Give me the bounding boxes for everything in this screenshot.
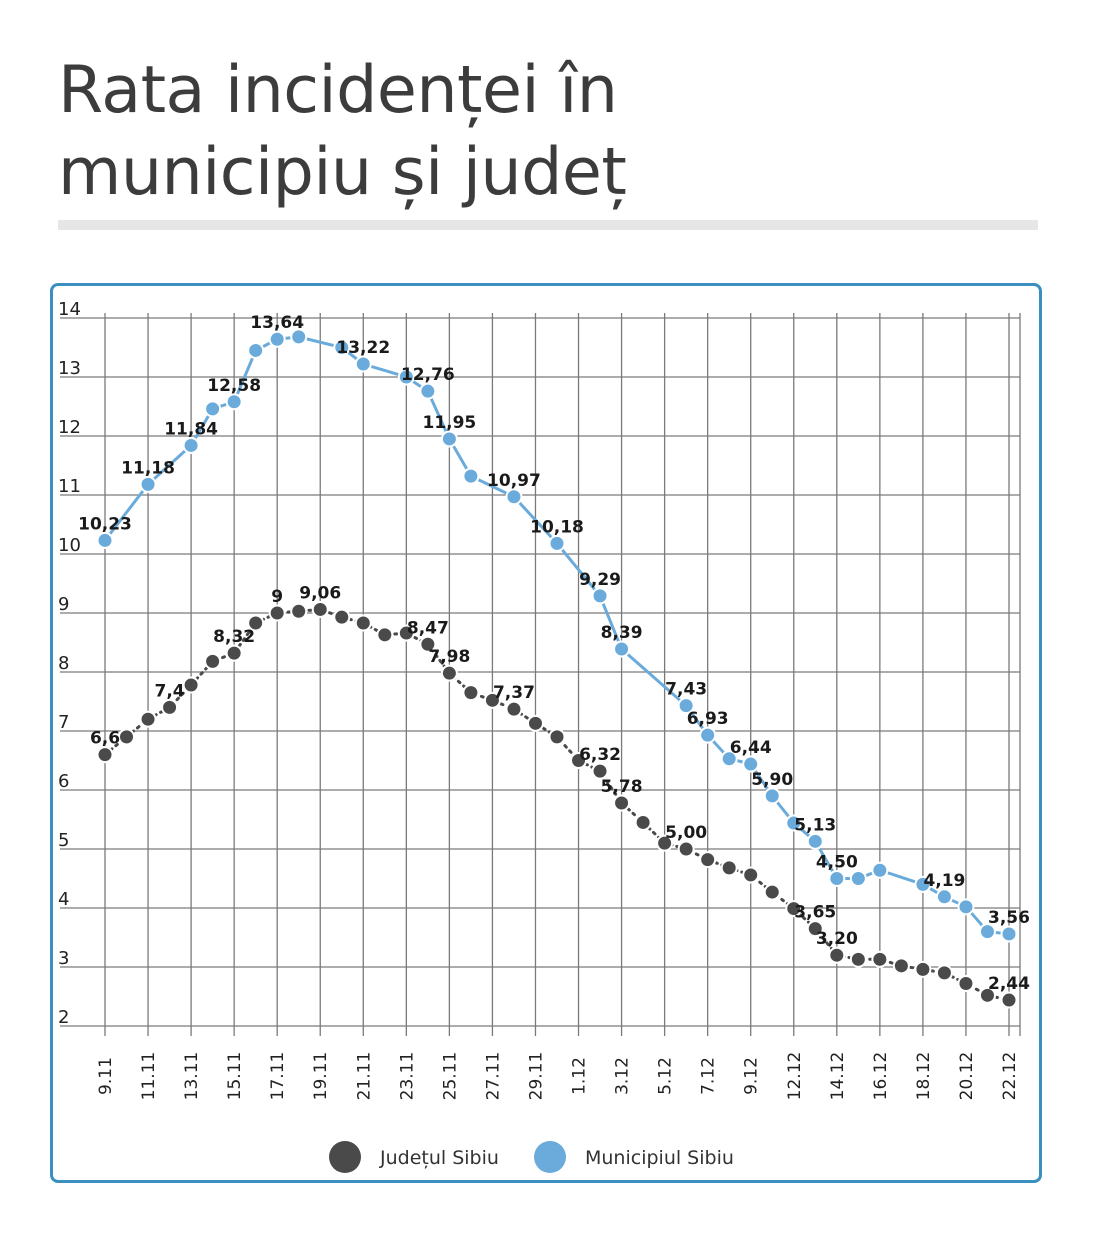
legend-marker-0 bbox=[329, 1141, 361, 1173]
data-point-0 bbox=[98, 747, 113, 762]
data-point-1 bbox=[270, 332, 285, 347]
x-tick-label: 17.11 bbox=[268, 1051, 289, 1101]
data-point-0 bbox=[829, 948, 844, 963]
data-label-1: 4,50 bbox=[815, 852, 858, 873]
data-point-0 bbox=[550, 729, 565, 744]
y-tick-label: 7 bbox=[58, 712, 70, 733]
legend-marker-1 bbox=[534, 1141, 566, 1173]
data-label-1: 12,58 bbox=[207, 375, 262, 396]
x-tick-label: 22.12 bbox=[1000, 1051, 1020, 1101]
x-tick-label: 21.11 bbox=[354, 1051, 375, 1101]
data-point-0 bbox=[184, 677, 199, 692]
data-point-1 bbox=[872, 863, 887, 878]
data-label-0: 3,20 bbox=[815, 929, 858, 950]
data-point-1 bbox=[98, 533, 113, 548]
data-point-0 bbox=[270, 606, 285, 621]
y-tick-label: 2 bbox=[58, 1007, 70, 1028]
x-tick-label: 13.11 bbox=[182, 1051, 203, 1101]
data-label-0: 9,06 bbox=[299, 583, 342, 604]
data-point-0 bbox=[1002, 993, 1017, 1008]
data-label-1: 10,97 bbox=[487, 470, 541, 491]
data-point-1 bbox=[593, 588, 608, 603]
y-tick-label: 10 bbox=[58, 535, 81, 556]
data-label-1: 3,56 bbox=[988, 907, 1030, 928]
data-label-1: 6,93 bbox=[686, 709, 729, 730]
data-point-1 bbox=[141, 477, 156, 492]
y-tick-label: 9 bbox=[58, 594, 70, 615]
data-point-0 bbox=[227, 646, 242, 661]
data-point-0 bbox=[119, 729, 134, 744]
data-point-0 bbox=[614, 795, 629, 810]
data-point-1 bbox=[205, 401, 220, 416]
series-line-0 bbox=[105, 610, 1009, 1001]
data-point-0 bbox=[313, 602, 328, 617]
y-tick-label: 3 bbox=[58, 948, 70, 969]
data-point-0 bbox=[205, 654, 220, 669]
data-label-1: 10,18 bbox=[530, 517, 584, 538]
data-label-1: 4,19 bbox=[923, 870, 966, 891]
data-point-1 bbox=[227, 394, 242, 409]
y-tick-label: 8 bbox=[58, 653, 70, 674]
chart-legend bbox=[329, 1141, 734, 1173]
data-label-1: 11,95 bbox=[422, 412, 477, 433]
x-tick-label: 27.11 bbox=[483, 1051, 504, 1101]
y-tick-label: 11 bbox=[58, 476, 81, 497]
data-point-1 bbox=[937, 889, 952, 904]
data-point-0 bbox=[872, 952, 887, 967]
data-label-0: 6,6 bbox=[89, 728, 121, 749]
x-tick-label: 1.12 bbox=[569, 1057, 590, 1095]
x-tick-label: 25.11 bbox=[440, 1051, 461, 1101]
x-tick-label: 12.12 bbox=[784, 1051, 805, 1101]
data-point-1 bbox=[248, 343, 263, 358]
data-point-0 bbox=[851, 952, 866, 967]
x-tick-label: 19.11 bbox=[311, 1051, 332, 1101]
data-point-0 bbox=[722, 860, 737, 875]
data-label-1: 11,84 bbox=[164, 419, 218, 440]
x-tick-label: 18.12 bbox=[913, 1051, 934, 1101]
data-point-0 bbox=[765, 885, 780, 900]
legend-label-0: Județul Sibiu bbox=[380, 1147, 499, 1169]
y-tick-label: 4 bbox=[58, 889, 70, 910]
data-label-0: 8,47 bbox=[406, 618, 449, 639]
data-label-0: 2,44 bbox=[988, 974, 1030, 995]
x-tick-label: 14.12 bbox=[827, 1051, 848, 1101]
y-tick-label: 5 bbox=[58, 830, 70, 851]
data-point-0 bbox=[291, 604, 306, 619]
data-point-0 bbox=[442, 666, 457, 681]
data-point-0 bbox=[377, 627, 392, 642]
data-label-0: 7,98 bbox=[428, 647, 471, 668]
data-label-1: 10,23 bbox=[78, 514, 132, 535]
data-label-1: 9,29 bbox=[579, 569, 622, 590]
data-label-0: 8,32 bbox=[213, 627, 256, 648]
data-point-1 bbox=[184, 438, 199, 453]
legend-label-1: Municipiul Sibiu bbox=[585, 1147, 734, 1169]
data-point-1 bbox=[1002, 926, 1017, 941]
data-label-1: 5,13 bbox=[794, 815, 837, 836]
x-tick-label: 5.12 bbox=[655, 1057, 676, 1095]
y-tick-label: 14 bbox=[58, 299, 81, 320]
x-tick-label: 16.12 bbox=[870, 1051, 891, 1101]
x-tick-label: 20.12 bbox=[956, 1051, 977, 1101]
data-label-0: 7,37 bbox=[492, 683, 535, 704]
data-point-0 bbox=[463, 685, 478, 700]
data-label-0: 5,78 bbox=[600, 776, 643, 797]
chart-data-labels bbox=[78, 313, 1030, 994]
data-label-1: 11,18 bbox=[121, 458, 175, 479]
y-tick-label: 13 bbox=[58, 358, 81, 379]
data-label-1: 7,43 bbox=[665, 679, 708, 700]
data-point-0 bbox=[356, 616, 371, 631]
data-label-1: 8,39 bbox=[600, 622, 643, 643]
data-point-0 bbox=[334, 610, 349, 625]
title-line-1: Rata incidenței în bbox=[58, 53, 618, 128]
data-point-1 bbox=[506, 489, 521, 504]
x-tick-label: 3.12 bbox=[612, 1057, 633, 1095]
x-tick-label: 23.11 bbox=[397, 1051, 418, 1101]
y-tick-label: 12 bbox=[58, 417, 81, 438]
data-point-1 bbox=[550, 536, 565, 551]
data-point-0 bbox=[679, 842, 694, 857]
data-point-1 bbox=[463, 469, 478, 484]
data-point-1 bbox=[356, 357, 371, 372]
data-point-1 bbox=[614, 641, 629, 656]
x-tick-label: 9.12 bbox=[741, 1057, 762, 1095]
data-label-1: 13,22 bbox=[336, 338, 391, 359]
data-point-0 bbox=[958, 976, 973, 991]
y-tick-label: 6 bbox=[58, 771, 70, 792]
data-point-0 bbox=[937, 965, 952, 980]
x-tick-label: 15.11 bbox=[225, 1051, 246, 1101]
data-point-0 bbox=[636, 815, 651, 830]
data-point-0 bbox=[700, 852, 715, 867]
title-line-2: municipiu și județ bbox=[58, 135, 627, 210]
data-label-0: 6,32 bbox=[579, 745, 622, 766]
data-label-1: 13,64 bbox=[250, 313, 305, 334]
data-point-0 bbox=[141, 712, 156, 727]
x-tick-label: 9.11 bbox=[96, 1057, 116, 1095]
x-tick-label: 11.11 bbox=[139, 1051, 160, 1101]
data-label-0: 9 bbox=[271, 587, 284, 607]
data-point-0 bbox=[894, 958, 909, 973]
data-point-1 bbox=[765, 788, 780, 803]
data-label-0: 5,00 bbox=[665, 823, 708, 843]
x-tick-label: 7.12 bbox=[698, 1057, 719, 1095]
data-point-1 bbox=[829, 871, 844, 886]
data-label-1: 6,44 bbox=[729, 738, 772, 759]
data-label-1: 12,76 bbox=[400, 365, 455, 386]
x-tick-label: 29.11 bbox=[526, 1051, 547, 1101]
data-label-0: 3,65 bbox=[794, 902, 837, 923]
data-point-1 bbox=[808, 834, 823, 849]
data-point-1 bbox=[420, 384, 435, 399]
data-point-0 bbox=[743, 867, 758, 882]
data-point-1 bbox=[958, 899, 973, 914]
data-point-1 bbox=[442, 431, 457, 446]
data-point-0 bbox=[506, 702, 521, 717]
data-label-0: 7,4 bbox=[154, 681, 185, 702]
data-point-0 bbox=[162, 700, 177, 715]
data-point-1 bbox=[700, 728, 715, 743]
data-label-1: 5,90 bbox=[751, 769, 794, 790]
data-point-1 bbox=[851, 871, 866, 886]
chart-series bbox=[98, 329, 1017, 1007]
data-point-0 bbox=[528, 716, 543, 731]
data-point-0 bbox=[915, 962, 930, 977]
